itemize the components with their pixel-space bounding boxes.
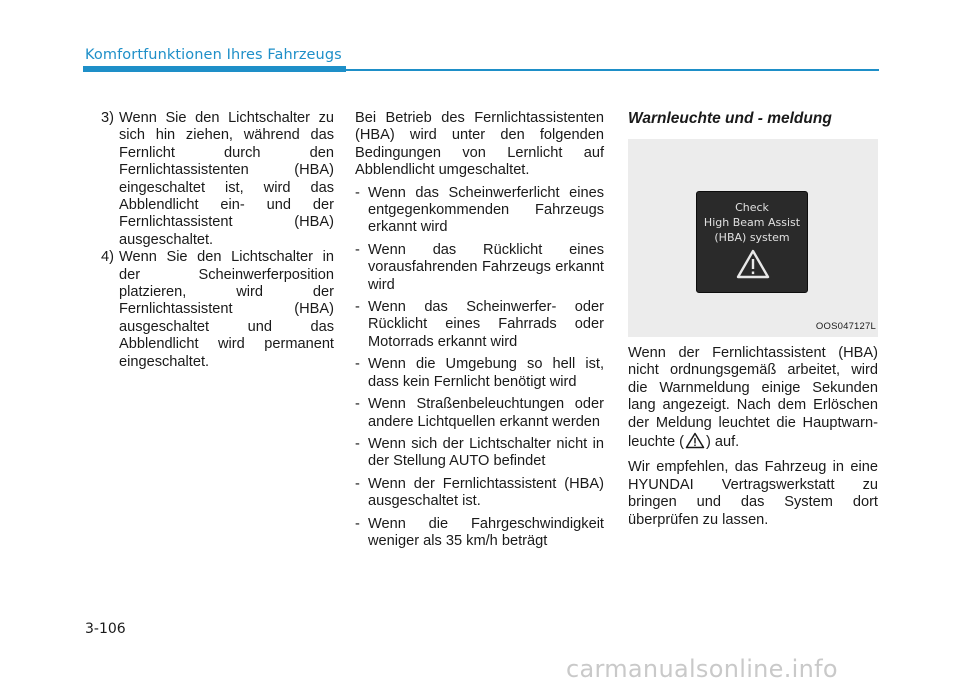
cluster-warning-display: [696, 191, 808, 293]
display-line-system: (HBA) system: [714, 231, 790, 244]
list-dash: -: [355, 356, 360, 373]
list-dash: -: [355, 299, 360, 316]
item-number: 3): [101, 110, 114, 126]
column-left: [101, 110, 334, 371]
warning-figure: [628, 139, 878, 337]
warning-description: [628, 345, 878, 451]
list-item: [355, 242, 604, 294]
page-number: 3-106: [85, 621, 126, 637]
list-item: [355, 356, 604, 391]
header-rule: [346, 69, 879, 71]
description-text: Wenn der Fernlichtassistent (HBA) nicht ordnungsgemäß arbeitet, wird die Warnmeldung einige Sekunden lang angezeigt. Nach dem Erlöschen der Meldung leuchtet die Hauptwarn-leuchte (: [628, 345, 878, 451]
list-item: [355, 185, 604, 237]
description-text-end: ) auf.: [705, 434, 740, 451]
list-item: [355, 299, 604, 351]
list-dash: -: [355, 475, 360, 492]
header-accent-bar: [83, 66, 346, 72]
list-item-text: Wenn das Scheinwerfer- oder Rücklicht eines Fahrrads oder Motorrads erkannt wird: [368, 299, 604, 350]
numbered-item: [101, 249, 334, 371]
figure-code: OOS047127L: [815, 320, 876, 332]
item-text: Wenn Sie den Lichtschalter zu sich hin ziehen, während das Fernlicht durch den Fernlichtassistenten (HBA) eingeschaltet ist, wird das Abblendlicht ein- und der Fernlichtassistent (HBA) ausgeschaltet.: [119, 110, 334, 248]
list-item-text: Wenn sich der Lichtschalter nicht in der Stellung AUTO befindet: [368, 435, 604, 470]
item-text: Wenn Sie den Lichtschalter in der Scheinwerferposition platzieren, wird der Fernlichtassistent (HBA) ausgeschaltet und das Abblendlicht wird permanent eingeschaltet.: [119, 249, 334, 370]
warning-triangle-icon: [735, 248, 771, 280]
column-middle: [355, 110, 604, 550]
watermark: carmanualsonline.info: [566, 655, 838, 683]
item-number: 4): [101, 249, 114, 266]
list-item-text: Wenn die Umgebung so hell ist, dass kein Fernlicht benötigt wird: [368, 356, 604, 390]
list-item-text: Wenn das Scheinwerferlicht eines entgegenkommenden Fahrzeugs erkannt wird: [368, 184, 604, 236]
conditions-intro: Bei Betrieb des Fernlichtassistenten (HBA) wird unter den folgenden Bedingungen von Lernlicht auf Abblendlicht umgeschaltet.: [355, 110, 604, 179]
display-line-check: Check: [735, 201, 769, 214]
display-line-hba: High Beam Assist: [703, 216, 801, 229]
list-item: [355, 516, 604, 551]
list-item: [355, 476, 604, 511]
list-item: [355, 436, 604, 471]
master-warning-icon: [685, 432, 705, 449]
list-dash: -: [355, 396, 360, 413]
list-item-text: Wenn das Rücklicht eines vorausfahrenden Fahrzeugs erkannt wird: [368, 241, 604, 293]
list-item-text: Wenn Straßenbeleuchtungen oder andere Lichtquellen erkannt werden: [368, 396, 604, 430]
list-item: [355, 396, 604, 431]
list-dash: -: [355, 184, 360, 201]
service-recommendation: Wir empfehlen, das Fahrzeug in eine HYUNDAI Vertragswerkstatt zu bringen und das System dort überprüfen zu lassen.: [628, 459, 878, 528]
list-dash: -: [355, 435, 360, 452]
list-dash: -: [355, 515, 360, 532]
list-dash: -: [355, 241, 360, 258]
numbered-item: [101, 110, 334, 249]
list-item-text: Wenn die Fahrgeschwindigkeit weniger als 35 km/h beträgt: [368, 515, 604, 549]
list-item-text: Wenn der Fernlichtassistent (HBA) ausgeschaltet ist.: [368, 475, 604, 510]
section-title: Komfortfunktionen Ihres Fahrzeugs: [85, 47, 342, 63]
warning-heading: Warnleuchte und - meldung: [628, 110, 832, 127]
column-right: [628, 109, 878, 529]
